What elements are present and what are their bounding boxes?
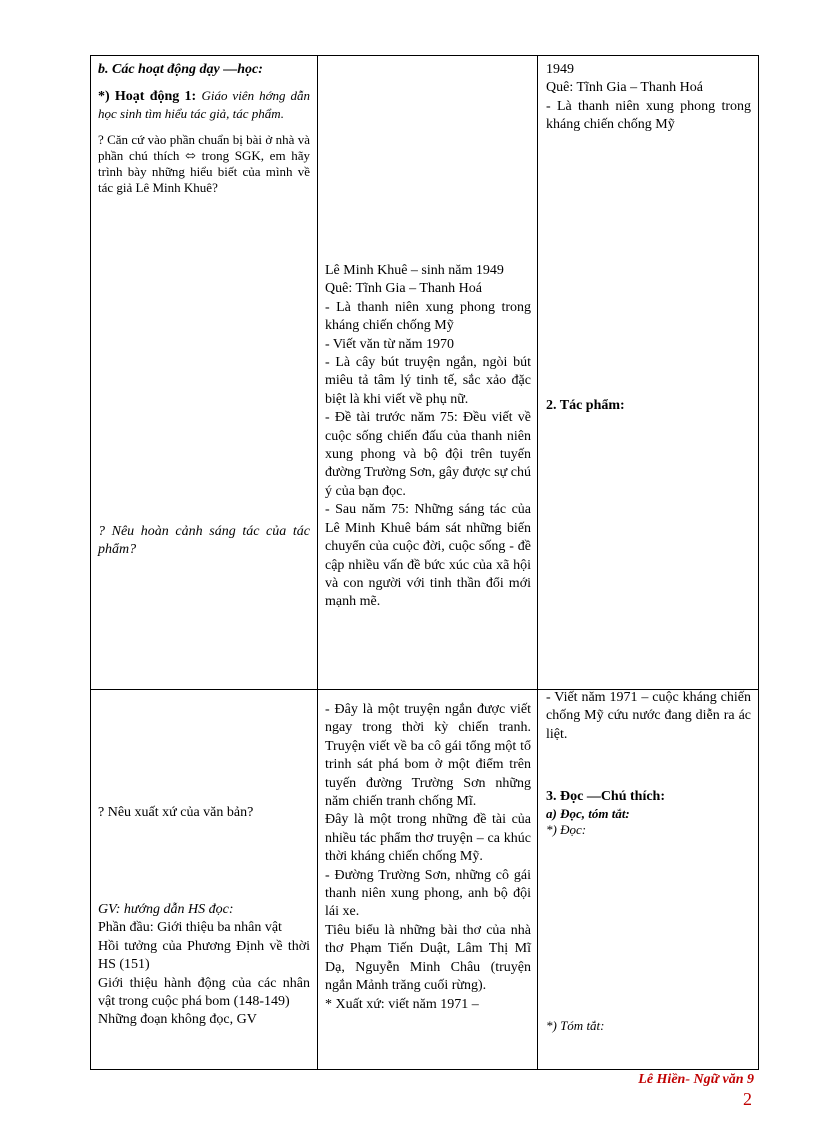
activities-column — [91, 56, 318, 1069]
page-number: 2 — [743, 1089, 752, 1109]
question-author: ? Căn cứ vào phần chuẩn bị bài ở nhà và phần chú thích ⬄ trong SGK, em hãy trình bày những hiểu biết của mình về tác giả Lê Minh Khuê? — [98, 132, 310, 195]
summary-label: *) Tóm tắt: — [546, 1018, 605, 1033]
author-info: Lê Minh Khuê – sinh năm 1949 Quê: Tĩnh Gia – Thanh Hoá - Là thanh niên xung phong trong kháng chiến chống Mỹ - Viết văn từ năm 1970 - Là cây bút truyện ngắn, ngòi bút miêu tả tâm lý tinh tế, sắc xảo đặc biệt là khi viết về phụ nữ. - Đề tài trước năm 75: Đều viết về cuộc sống chiến đấu của thanh niên xung phong và bộ đội trên tuyến đường Trường Sơn, gây được sự chú ý của bạn đọc. - Sau năm 75: Những sáng tác của Lê Minh Khuê bám sát những biến chuyển của cuộc đời, cuộc sống - đề cập nhiều vấn đề bức xúc của xã hội và con người với tinh thần đổi mới mạnh mẽ. — [325, 263, 531, 610]
section-3: 3. Đọc —Chú thích: a) Đọc, tóm tắt: *) Đọc: — [546, 789, 666, 838]
reading-guide: GV: hướng dẫn HS đọc: Phần đầu: Giới thiệu ba nhân vật Hồi tưởng của Phương Định về thời HS (151) Giới thiệu hành động của các nhân vật trong cuộc phá bom (148-149) Những đoạn không đọc, GV — [98, 902, 310, 1028]
section-2-title: 2. Tác phẩm: — [546, 398, 625, 413]
activities-heading: b. Các hoạt động dạy —học: — [98, 62, 263, 77]
notes-column — [538, 56, 758, 1069]
activity-label: *) Hoạt động 1: — [98, 89, 197, 104]
question-origin: ? Nêu xuất xứ của văn bản? — [98, 805, 254, 820]
activity-desc: Giáo viên hớng dẫn học sinh tìm hiểu tác giả, tác phẩm. — [98, 88, 311, 122]
notes-author-summary: 1949 Quê: Tĩnh Gia – Thanh Hoá - Là thanh niên xung phong trong kháng chiến chống Mỹ — [546, 62, 751, 133]
lesson-table — [90, 55, 759, 1070]
activity-1-block — [98, 88, 310, 125]
question-context: ? Nêu hoàn cảnh sáng tác của tác phẩm? — [98, 524, 310, 558]
footer-author: Lê Hiền- Ngữ văn 9 — [638, 1072, 754, 1087]
answers-column — [318, 56, 538, 1069]
work-info: - Đây là một truyện ngắn được viết ngay trong thời kỳ chiến tranh. Truyện viết về ba cô gái tổng một tổ trinh sát phá bom ở một điểm trên tuyến đường Trường Sơn những năm chiến tranh chống Mĩ. Đây là một trong những đề tài của nhiều tác phẩm thơ truyện – ca khúc thời kháng chiến chống Mỹ. - Đường Trường Sơn, những cô gái thanh niên xung phong, anh bộ đội lái xe. Tiêu biểu là những bài thơ của nhà thơ Phạm Tiến Duật, Lâm Thị Mĩ Dạ, Nguyễn Minh Châu (truyện ngắn Mảnh trăng cuối rừng). * Xuất xứ: viết năm 1971 – — [325, 702, 531, 1012]
written-year: - Viết năm 1971 – cuộc kháng chiến chống Mỹ cứu nước đang diễn ra ác liệt. — [546, 690, 751, 742]
